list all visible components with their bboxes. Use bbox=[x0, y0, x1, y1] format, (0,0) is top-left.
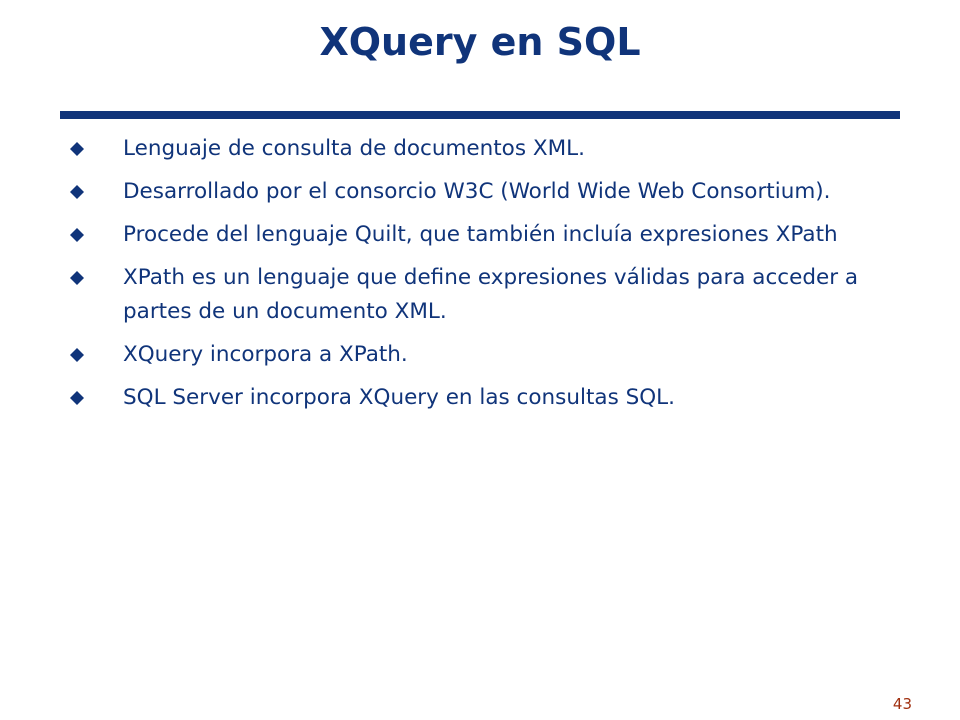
bullet-item bbox=[68, 218, 868, 252]
diamond-icon bbox=[68, 132, 123, 166]
diamond-icon bbox=[68, 261, 123, 295]
bullet-text: XQuery incorpora a XPath. bbox=[123, 342, 408, 367]
bullet-item bbox=[68, 175, 868, 209]
bullet-item bbox=[68, 338, 868, 372]
bullet-item bbox=[68, 132, 868, 166]
bullet-text: Procede del lenguaje Quilt, que también incluía expresiones XPath bbox=[123, 222, 838, 247]
slide-title: XQuery en SQL bbox=[319, 20, 641, 64]
diamond-icon bbox=[68, 338, 123, 372]
bullet-item bbox=[68, 381, 868, 415]
bullet-list bbox=[68, 132, 868, 424]
bullet-text: Lenguaje de consulta de documentos XML. bbox=[123, 136, 585, 161]
bullet-item bbox=[68, 261, 868, 329]
diamond-icon bbox=[68, 218, 123, 252]
bullet-text: SQL Server incorpora XQuery en las consultas SQL. bbox=[123, 385, 675, 410]
bullet-text: XPath es un lenguaje que define expresiones válidas para acceder a partes de un documento XML. bbox=[123, 265, 859, 324]
title-underline-rule bbox=[60, 111, 900, 119]
slide-number: 43 bbox=[892, 695, 912, 713]
diamond-icon bbox=[68, 175, 123, 209]
diamond-icon bbox=[68, 381, 123, 415]
bullet-text: Desarrollado por el consorcio W3C (World Wide Web Consortium). bbox=[123, 179, 831, 204]
